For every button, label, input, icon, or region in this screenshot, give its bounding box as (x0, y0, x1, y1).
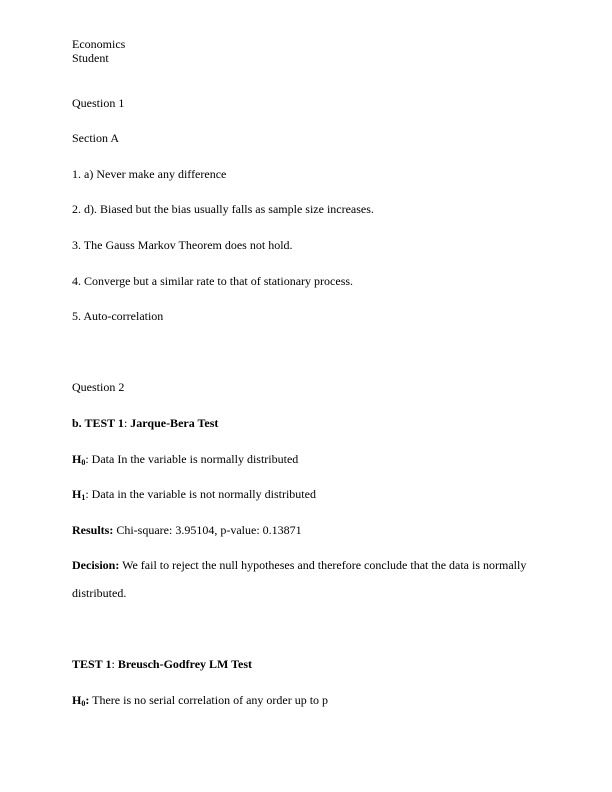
test2-h0 (72, 693, 328, 707)
answer-5: 5. Auto-correlation (72, 309, 164, 323)
test1-h0-text: : Data In the variable is normally distributed (85, 452, 299, 466)
test1-results (72, 523, 302, 537)
test2-heading: TEST 1: Breusch-Godfrey LM Test (72, 657, 253, 671)
test2-h0-label: H (72, 693, 82, 707)
test1-h1-text: : Data in the variable is not normally distributed (85, 487, 316, 501)
test1-h1-sub: 1 (81, 493, 86, 502)
test1-decision-cont: distributed. (72, 586, 127, 600)
test1-decision-label: Decision: (72, 558, 120, 572)
header-author: Student (72, 51, 109, 65)
question2-title: Question 2 (72, 380, 125, 394)
test1-h0-label: H (72, 452, 82, 466)
answer-1: 1. a) Never make any difference (72, 167, 227, 181)
test1-results-text: Chi-square: 3.95104, p-value: 0.13871 (113, 523, 302, 537)
answer-4: 4. Converge but a similar rate to that of stationary process. (72, 274, 354, 288)
test1-decision-text: We fail to reject the null hypotheses and therefore conclude that the data is normally (119, 558, 527, 572)
answer-2: 2. d). Biased but the bias usually falls as sample size increases. (72, 202, 374, 216)
test1-h1-label: H (72, 487, 82, 501)
test2-h0-colon: : (85, 693, 90, 707)
test1-heading: b. TEST 1: Jarque-Bera Test (72, 416, 219, 430)
answer-3: 3. The Gauss Markov Theorem does not hold. (72, 238, 293, 252)
header-subject: Economics (72, 37, 126, 51)
question1-title: Question 1 (72, 96, 125, 110)
test1-results-label: Results: (72, 523, 114, 537)
test1-name: Jarque-Bera Test (130, 416, 219, 430)
test1-h1 (72, 487, 316, 501)
test2-name: Breusch-Godfrey LM Test (117, 657, 253, 671)
test1-h0 (72, 452, 298, 466)
section-a-title: Section A (72, 131, 119, 145)
test1-h0-sub: 0 (81, 458, 86, 467)
test1-decision (72, 558, 526, 572)
test2-h0-text: There is no serial correlation of any order up to p (89, 693, 329, 707)
test2-h0-sub: 0 (81, 699, 86, 708)
test1-prefix: b. TEST 1 (72, 416, 124, 430)
test2-prefix: TEST 1 (72, 657, 112, 671)
